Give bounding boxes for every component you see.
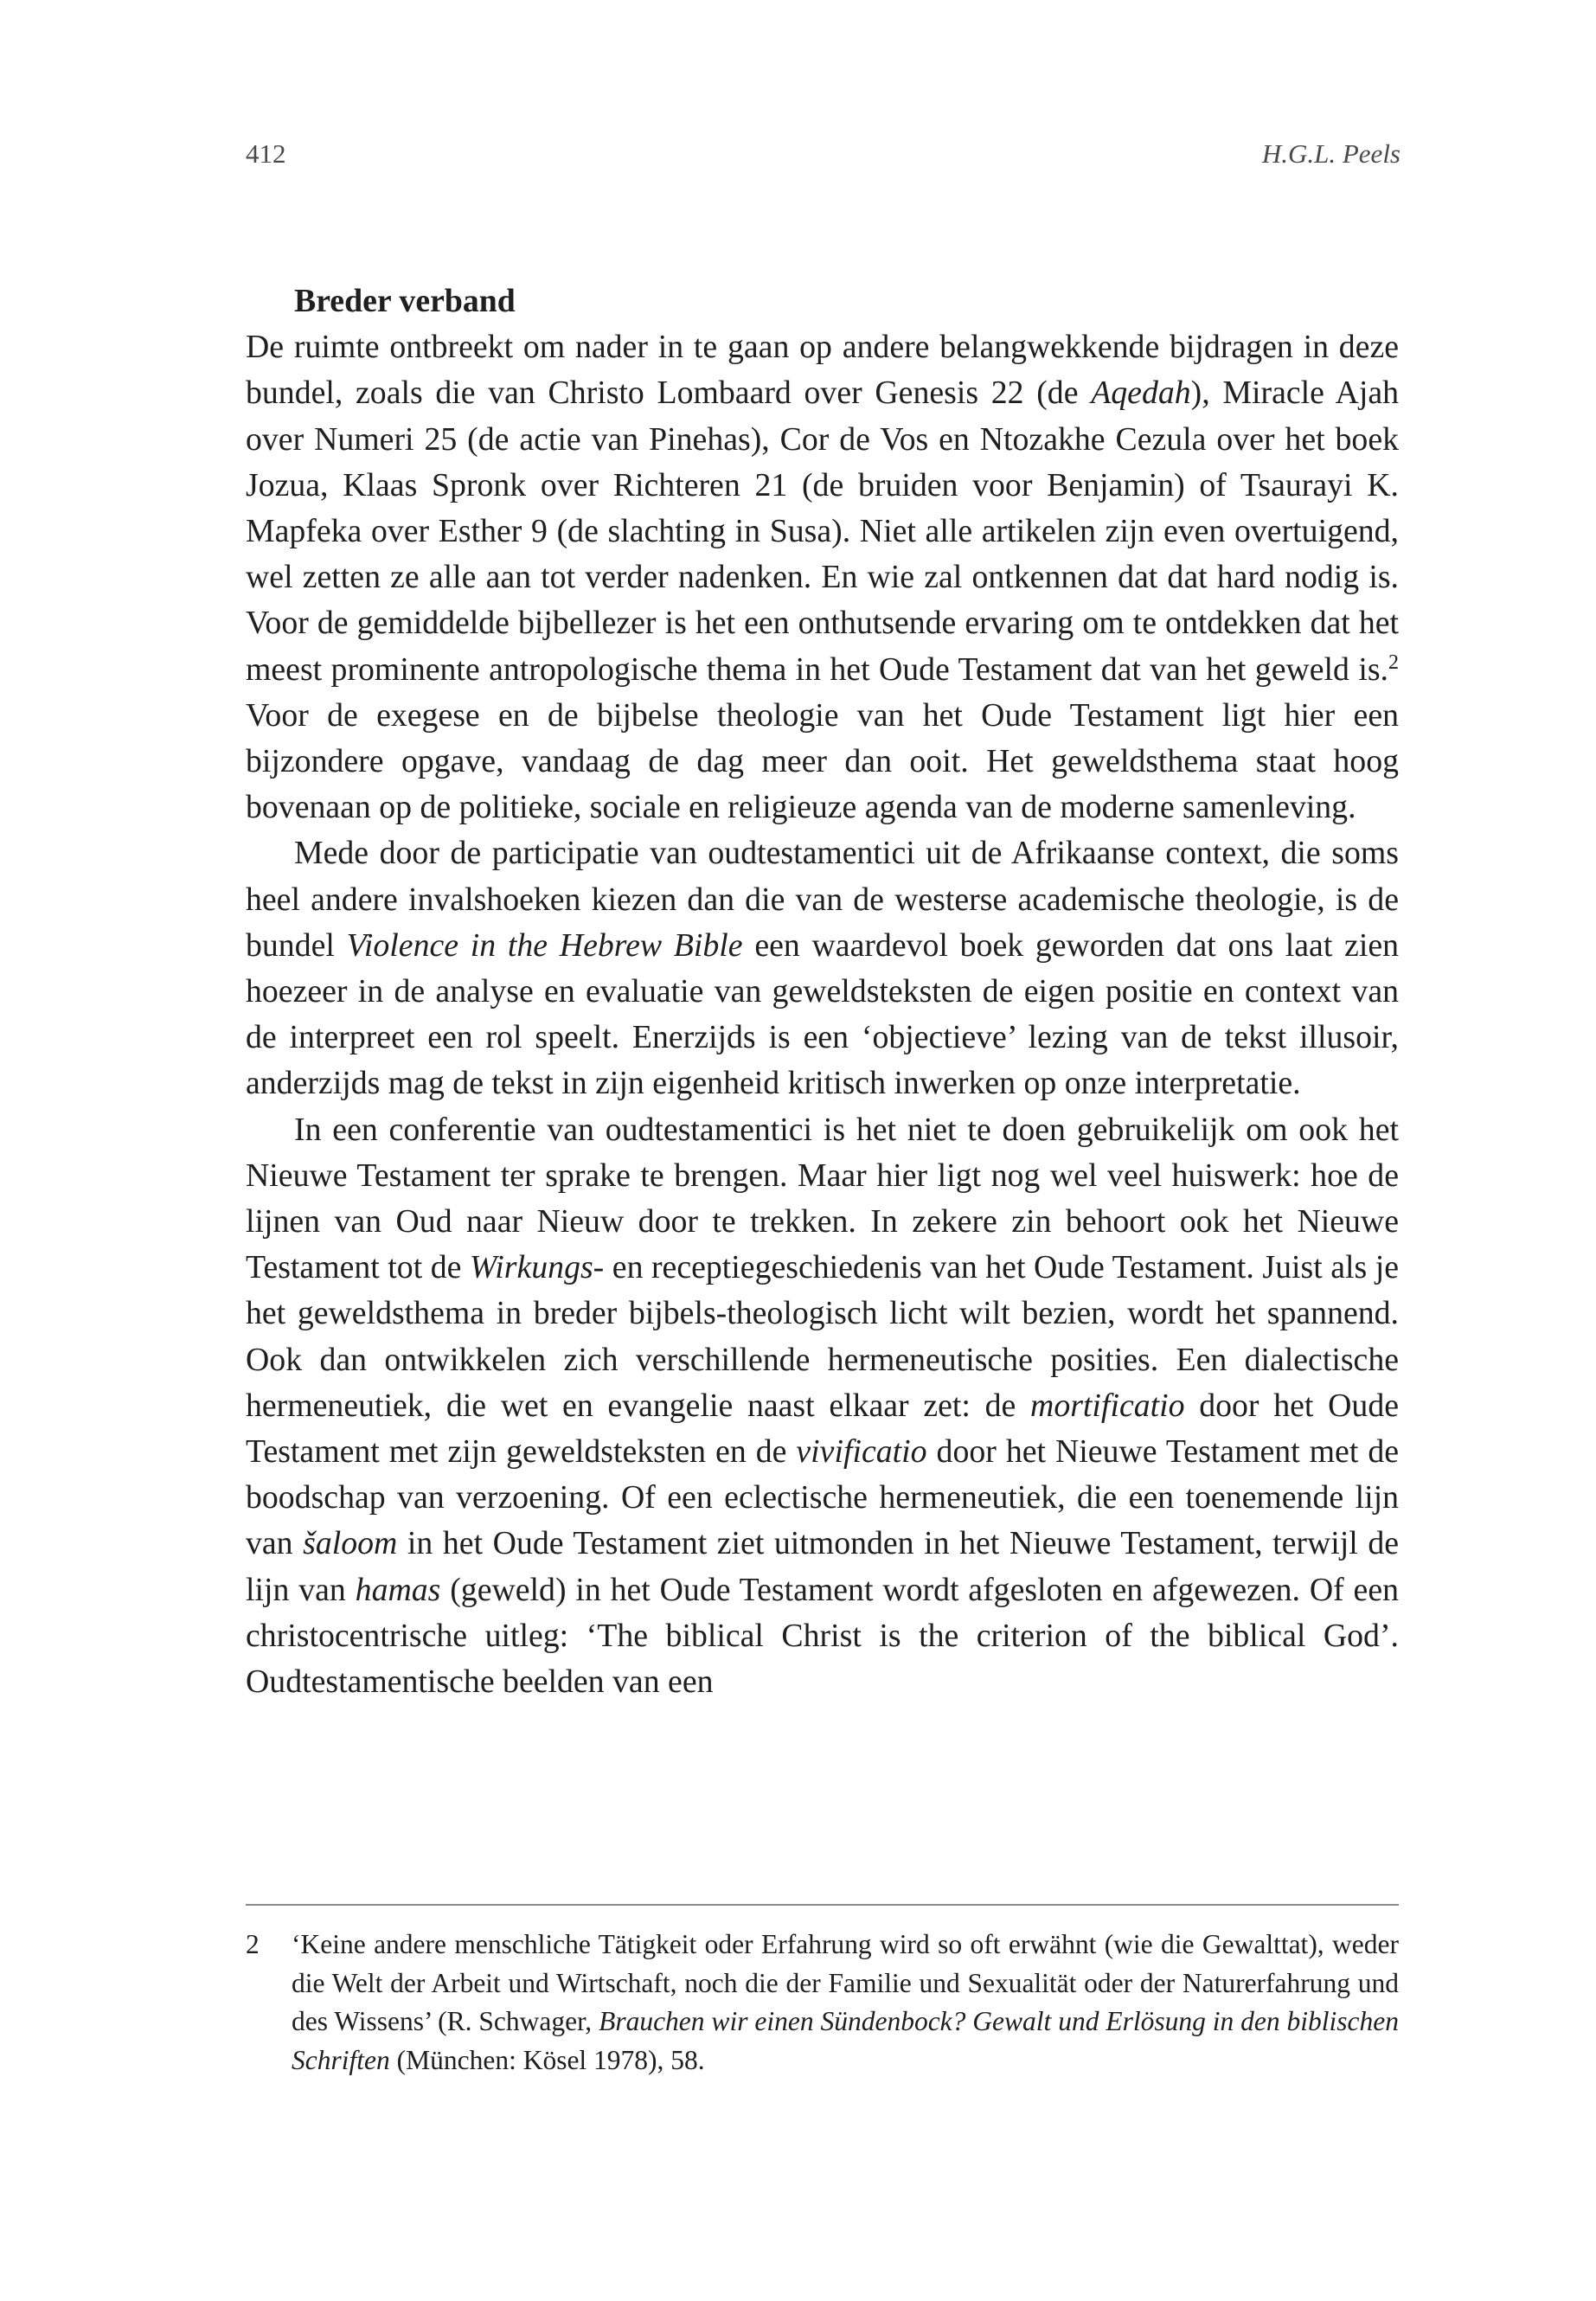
running-head-author: H.G.L. Peels — [1261, 138, 1401, 169]
paragraph-text: De ruimte ontbreekt om nader in te gaan op andere belangwekkende bijdragen in deze bundel, zoals die van Christo Lombaard over Genesis 22 (de — [246, 329, 1399, 412]
paragraph-text: een waardevol boek geworden dat ons laat zien hoezeer in de analyse en evaluatie van geweldsteksten de eigen positie en context van de interpreet een rol speelt. Enerzijds is een ‘objectieve’ lezing van de tekst illusoir, anderzijds mag de tekst in zijn eigenheid kritisch inwerken op onze interpretatie. — [246, 926, 1400, 1102]
italic-book-title: Brauchen wir einen Sündenbock? Gewalt und Erlösung in den biblischen Schriften — [292, 2006, 1399, 2075]
paragraph-text: door het Nieuwe Testament met de boodschap van verzoening. Of een eclectische hermeneutiek, die een toenemende lijn van — [246, 1433, 1399, 1562]
italic-term: vivificatio — [796, 1433, 927, 1471]
page-number: 412 — [246, 138, 286, 169]
footnote-text — [292, 1926, 1399, 2080]
footnote-divider — [246, 1904, 1399, 1906]
paragraph-text: ), Miracle Ajah over Numeri 25 (de actie van Pinehas), Cor de Vos en Ntozakhe Cezula over het boek Jozua, Klaas Spronk over Richteren 21 (de bruiden voor Benjamin) of Tsaurayi K. Mapfeka over Esther 9 (de slachting in Susa). Niet alle artikelen zijn even overtuigend, wel zetten ze alle aan tot verder nadenken. En wie zal ontkennen dat dat hard nodig is. Voor de gemiddelde bijbellezer is het een onthutsende ervaring om te ontdekken dat het meest prominente antropologische thema in het Oude Testament dat van het geweld is. — [246, 375, 1399, 688]
paragraph-text: in het Oude Testament ziet uitmonden in het Nieuwe Testament, terwijl de lijn van — [246, 1525, 1400, 1608]
paragraph-3 — [246, 1107, 1399, 1706]
footnote-text-part: ‘Keine andere menschliche Tätigkeit oder Erfahrung wird so oft erwähnt (wie die Gewalttat), weder die Welt der Arbeit und Wirtschaft, noch die der Familie und Sexualität oder der Naturerfahrung und des Wissens’ (R. Schwager, — [292, 1929, 1399, 2036]
footnote — [246, 1926, 1399, 2080]
paragraph-text: In een conferentie van oudtestamentici is het niet te doen gebruikelijk om ook het Nieuwe Testament ter sprake te brengen. Maar hier ligt nog wel veel huiswerk: hoe de lijnen van Oud naar Nieuw door te trekken. In zekere zin behoort ook het Nieuwe Testament tot de — [246, 1111, 1399, 1286]
paragraph-text: Mede door de participatie van oudtestamentici uit de Afrikaanse context, die soms heel andere invalshoeken kiezen dan die van de westerse academische theologie, is de bundel — [246, 835, 1399, 964]
paragraph-text: door het Oude Testament met zijn geweldsteksten en de — [246, 1387, 1399, 1471]
italic-book-title: Violence in the Hebrew Bible — [346, 926, 743, 964]
italic-term: Wirkungs- — [469, 1249, 605, 1286]
paragraph-text: en receptiegeschiedenis van het Oude Testament. Juist als je het geweldsthema in breder bijbels-theologisch licht wilt bezien, wordt het spannend. Ook dan ontwikkelen zich verschillende hermeneutische posities. Een dialectische hermeneutiek, die wet en evangelie naast elkaar zet: de — [246, 1249, 1399, 1424]
footnote-number: 2 — [246, 1929, 260, 1959]
paragraph-2 — [246, 830, 1399, 1106]
footnote-text-part: (München: Kösel 1978), 58. — [389, 2044, 705, 2075]
page-header — [246, 138, 1401, 170]
paragraph-text: Voor de exegese en de bijbelse theologie van het Oude Testament ligt hier een bijzondere opgave, vandaag de dag meer dan ooit. Het geweldsthema staat hoog bovenaan op de politieke, sociale en religieuze agenda van de moderne samenleving. — [246, 696, 1399, 826]
italic-term: mortificatio — [1030, 1387, 1185, 1424]
paragraph-1 — [246, 324, 1399, 830]
main-text — [246, 279, 1399, 1705]
footnote-reference: 2 — [1388, 651, 1399, 674]
paragraph-text: (geweld) in het Oude Testament wordt afgesloten en afgewezen. Of een christocentrische uitleg: ‘The biblical Christ is the criterion of the biblical God’. Oudtestamentische beelden van een — [246, 1571, 1400, 1701]
section-heading: Breder verband — [294, 283, 516, 319]
italic-term: hamas — [355, 1571, 441, 1608]
italic-term: Aqedah — [1091, 375, 1191, 412]
italic-term: šaloom — [303, 1525, 398, 1562]
